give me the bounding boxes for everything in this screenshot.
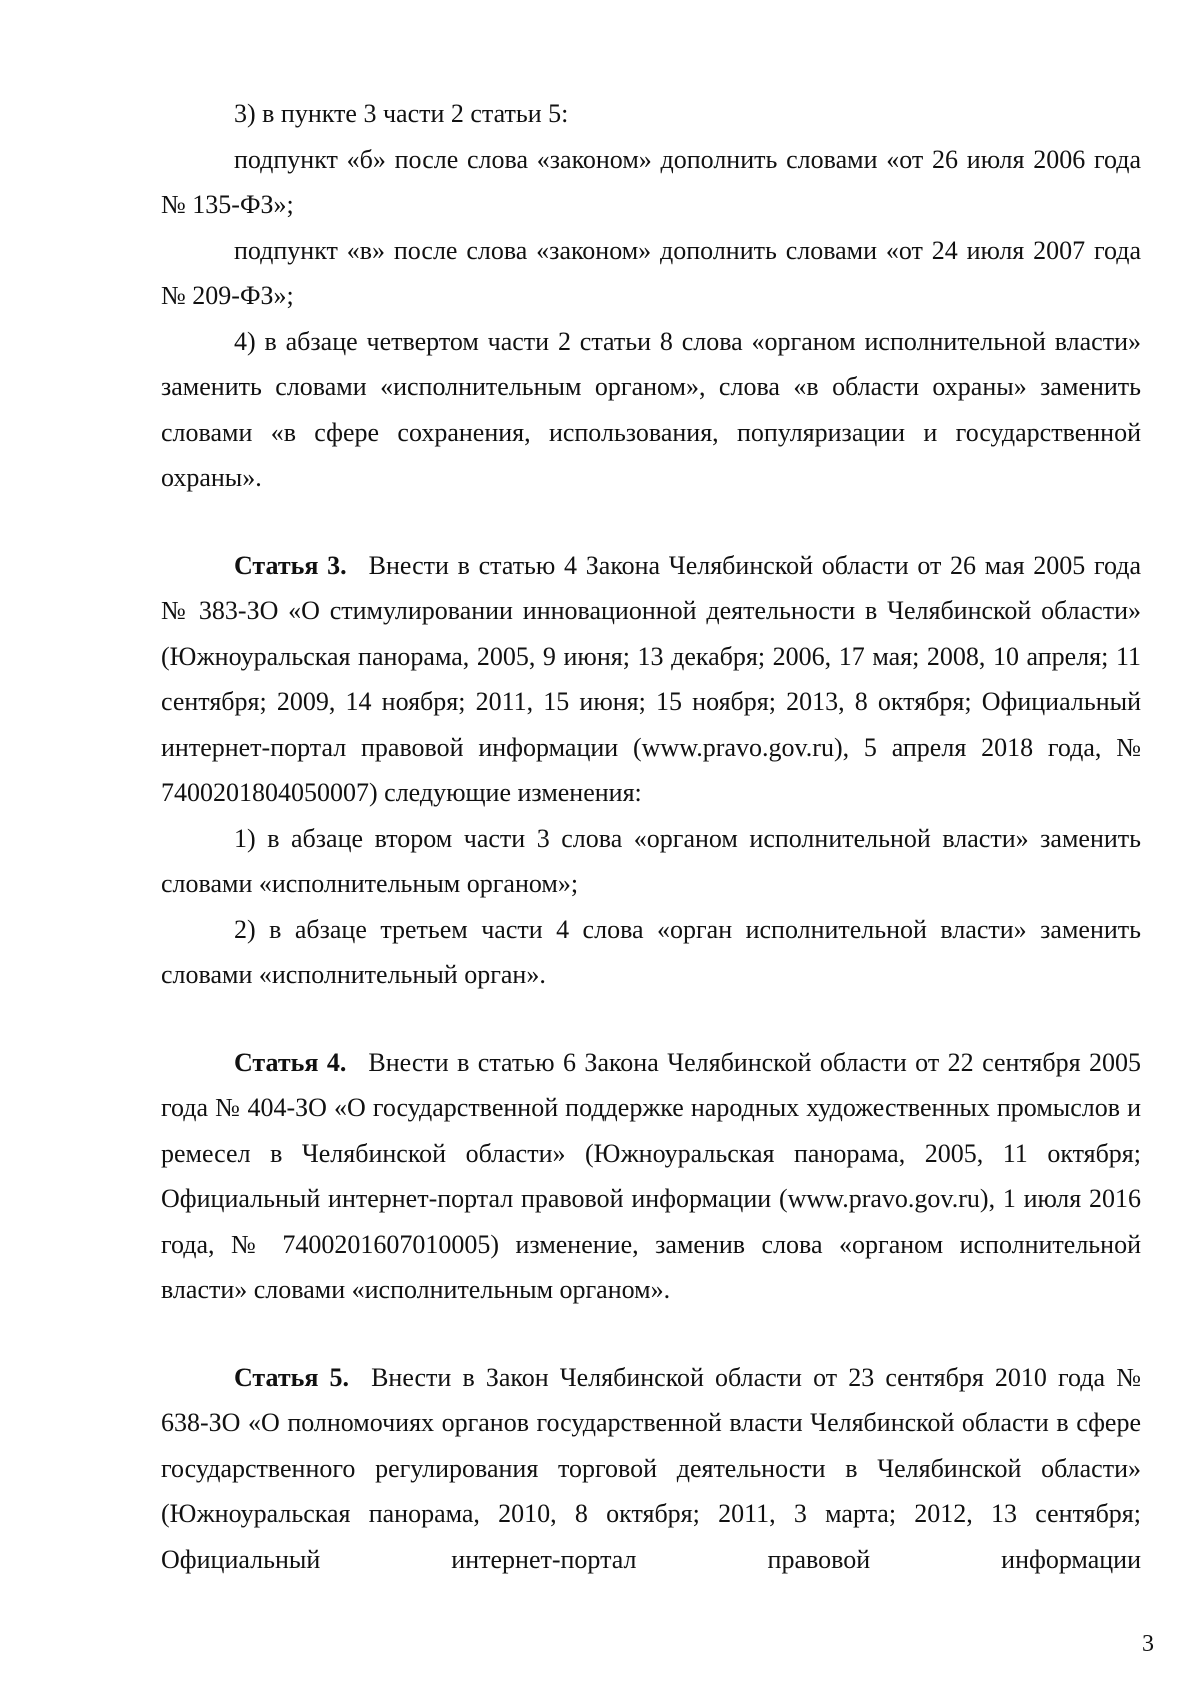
article-3-item-1: 1) в абзаце втором части 3 слова «органом исполнительной власти» заменить словами «исполнительным органом»; [161, 823, 1141, 898]
article-3-heading: Статья 3. [234, 550, 347, 580]
article-4-heading: Статья 4. [234, 1047, 347, 1077]
item4-paragraph: 4) в абзаце четвертом части 2 статьи 8 слова «органом исполнительной власти» заменить словами «исполнительным органом», слова «в области охраны» заменить словами «в сфере сохранения, использования, популяризации и государственной охраны». [161, 326, 1141, 492]
article-3-text: Внести в статью 4 Закона Челябинской области от 26 мая 2005 года № 383-ЗО «О стимулировании инновационной деятельности в Челябинской области» (Южноуральская панорама, 2005, 9 июня; 13 декабря; 2006, 17 мая; 2008, 10 апреля; 11 сентября; 2009, 14 ноября; 2011, 15 июня; 15 ноября; 2013, 8 октября; Официальный интернет-портал правовой информации (www.pravo.gov.ru), 5 апреля 2018 года, № 7400201804050007) следующие изменения: [161, 550, 1141, 807]
article-5-text: Внести в Закон Челябинской области от 23 сентября 2010 года № 638-ЗО «О полномочиях органов государственной власти Челябинской области в сфере государственного регулирования торговой деятельности в Челябинской области» (Южноуральская панорама, 2010, 8 октября; 2011, 3 марта; 2012, 13 сентября; Официальный интернет-портал правовой информации [161, 1362, 1141, 1574]
page-number: 3 [1142, 1631, 1154, 1657]
item3-subitem-v: подпункт «в» после слова «законом» дополнить словами «от 24 июля 2007 года № 209-ФЗ»; [161, 235, 1141, 310]
document-body [161, 91, 1141, 1582]
article-3-paragraph [161, 543, 1141, 816]
article-5-paragraph [161, 1355, 1141, 1583]
item3-subitem-b: подпункт «б» после слова «законом» дополнить словами «от 26 июля 2006 года № 135-ФЗ»; [161, 144, 1141, 219]
article-5-heading: Статья 5. [234, 1362, 350, 1392]
article-3-item-2: 2) в абзаце третьем части 4 слова «орган исполнительной власти» заменить словами «исполнительный орган». [161, 914, 1141, 989]
article-4-paragraph [161, 1040, 1141, 1313]
article-4-text: Внести в статью 6 Закона Челябинской области от 22 сентября 2005 года № 404-ЗО «О государственной поддержке народных художественных промыслов и ремесел в Челябинской области» (Южноуральская панорама, 2005, 11 октября; Официальный интернет-портал правовой информации (www.pravo.gov.ru), 1 июля 2016 года, № 7400201607010005) изменение, заменив слова «органом исполнительной власти» словами «исполнительным органом». [161, 1047, 1142, 1304]
item3-heading: 3) в пункте 3 части 2 статьи 5: [234, 99, 569, 128]
